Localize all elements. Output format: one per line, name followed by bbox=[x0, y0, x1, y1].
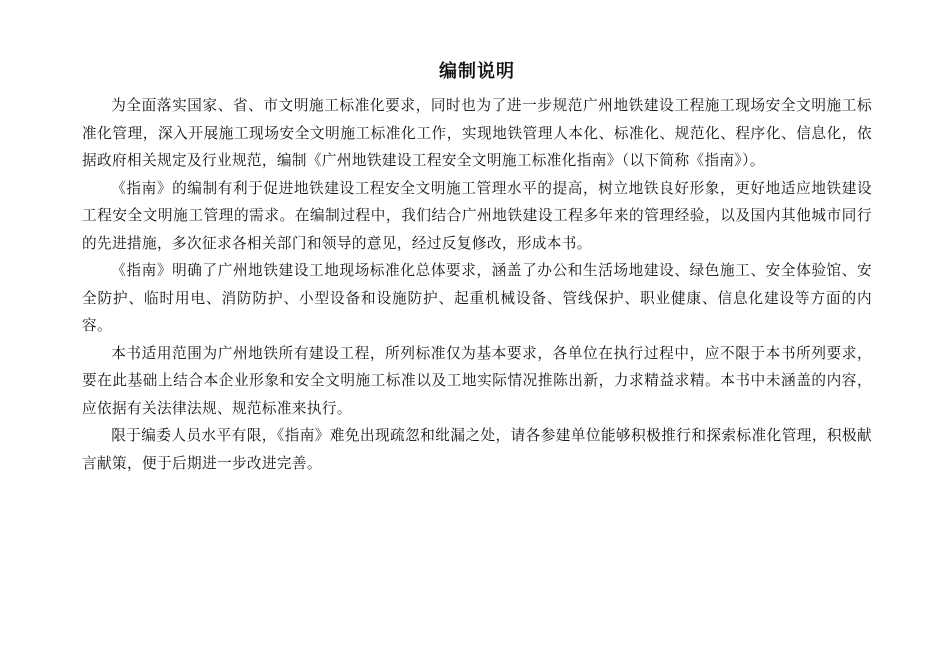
document-page bbox=[82, 58, 872, 477]
paragraph-5: 限于编委人员水平有限，《指南》难免出现疏忽和纰漏之处，请各参建单位能够积极推行和探索标准化管理，积极献言献策，便于后期进一步改进完善。 bbox=[82, 427, 872, 472]
paragraph-4: 本书适用范围为广州地铁所有建设工程，所列标准仅为基本要求，各单位在执行过程中，应不限于本书所列要求，要在此基础上结合本企业形象和安全文明施工标准以及工地实际情况推陈出新，力求精益求精。本书中未涵盖的内容，应依据有关法律法规、规范标准来执行。 bbox=[82, 344, 872, 417]
paragraph-2: 《指南》的编制有利于促进地铁建设工程安全文明施工管理水平的提高，树立地铁良好形象，更好地适应地铁建设工程安全文明施工管理的需求。在编制过程中，我们结合广州地铁建设工程多年来的管理经验，以及国内其他城市同行的先进措施，多次征求各相关部门和领导的意见，经过反复修改，形成本书。 bbox=[82, 179, 872, 252]
paragraph-1: 为全面落实国家、省、市文明施工标准化要求，同时也为了进一步规范广州地铁建设工程施工现场安全文明施工标准化管理，深入开展施工现场安全文明施工标准化工作，实现地铁管理人本化、标准化、规范化、程序化、信息化，依据政府相关规定及行业规范，编制《广州地铁建设工程安全文明施工标准化指南》（以下简称《指南》）。 bbox=[82, 97, 872, 169]
document-title: 编制说明 bbox=[439, 61, 515, 82]
paragraph-3: 《指南》明确了广州地铁建设工地现场标准化总体要求，涵盖了办公和生活场地建设、绿色施工、安全体验馆、安全防护、临时用电、消防防护、小型设备和设施防护、起重机械设备、管线保护、职业健康、信息化建设等方面的内容。 bbox=[82, 262, 872, 334]
